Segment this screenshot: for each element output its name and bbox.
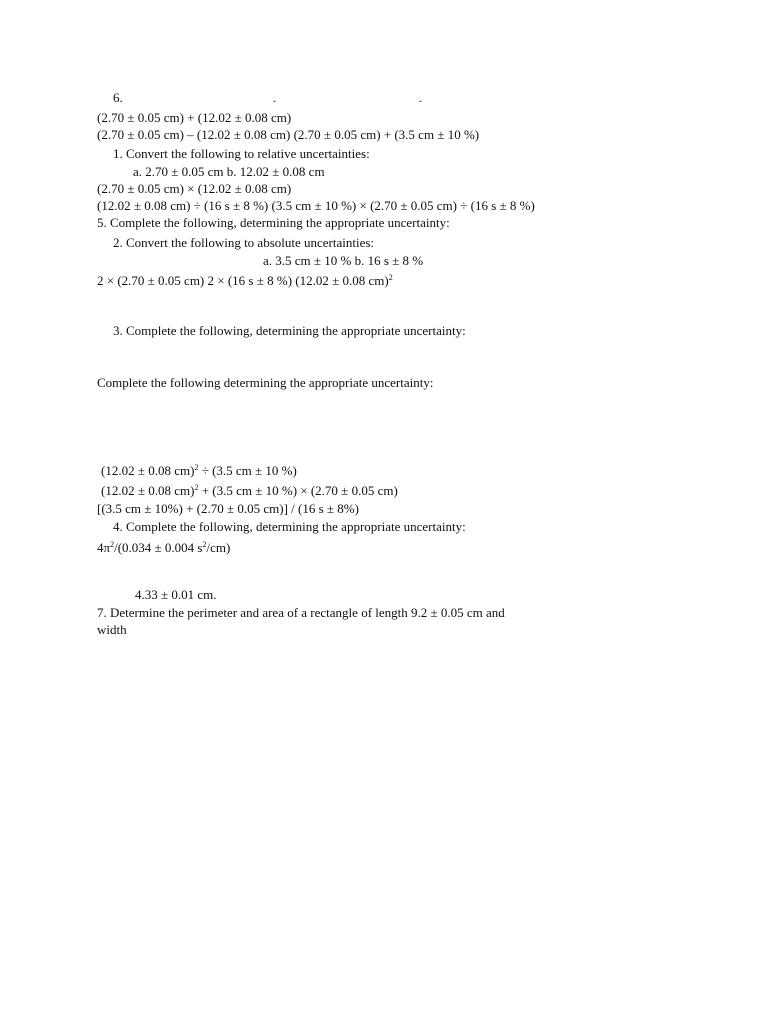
question-1-heading: 1. Convert the following to relative uncertainties:: [113, 146, 370, 161]
instruction-line: Complete the following determining the appropriate uncertainty:: [97, 375, 434, 390]
question-4-heading: 4. Complete the following, determining the appropriate uncertainty:: [113, 519, 466, 534]
exponent: 2: [194, 483, 199, 492]
expression-line: (12.02 ± 0.08 cm) ÷ (16 s ± 8 %) (3.5 cm ± 10 %) × (2.70 ± 0.05 cm) ÷ (16 s ± 8 %): [97, 198, 535, 213]
question-1-items: a. 2.70 ± 0.05 cm b. 12.02 ± 0.08 cm: [133, 164, 325, 179]
stray-mark: ˇ: [273, 99, 276, 109]
expression-text: 2 × (2.70 ± 0.05 cm) 2 × (16 s ± 8 %) (12.02 ± 0.08 cm): [97, 273, 389, 288]
question-7-text: width: [97, 622, 127, 637]
expression-line: [(3.5 cm ± 10%) + (2.70 ± 0.05 cm)] / (16 s ± 8%): [97, 501, 359, 516]
expression-text: + (3.5 cm ± 10 %) × (2.70 ± 0.05 cm): [198, 483, 398, 498]
expression-line: [101, 463, 297, 478]
exponent: 2: [194, 463, 199, 472]
exponent: 2: [388, 273, 393, 282]
expression-text: (12.02 ± 0.08 cm): [101, 463, 195, 478]
expression-line: [101, 483, 398, 498]
exponent: 2: [202, 540, 207, 549]
expression-line: [97, 540, 230, 555]
expression-line: (2.70 ± 0.05 cm) × (12.02 ± 0.08 cm): [97, 181, 292, 196]
expression-text: /cm): [206, 540, 231, 555]
expression-text: 4π: [97, 540, 111, 555]
expression-line: [97, 273, 393, 288]
question-6-number: 6.: [113, 90, 123, 105]
question-7-text: 7. Determine the perimeter and area of a rectangle of length 9.2 ± 0.05 cm and: [97, 605, 505, 620]
question-3-heading: 3. Complete the following, determining the appropriate uncertainty:: [113, 323, 466, 338]
question-2-heading: 2. Convert the following to absolute uncertainties:: [113, 235, 375, 250]
question-2-items: a. 3.5 cm ± 10 % b. 16 s ± 8 %: [263, 253, 424, 268]
expression-line: (2.70 ± 0.05 cm) + (12.02 ± 0.08 cm): [97, 110, 292, 125]
exponent: 2: [110, 540, 115, 549]
width-value: 4.33 ± 0.01 cm.: [135, 587, 217, 602]
question-5-heading: 5. Complete the following, determining the appropriate uncertainty:: [97, 215, 450, 230]
expression-text: (12.02 ± 0.08 cm): [101, 483, 195, 498]
expression-line: (2.70 ± 0.05 cm) – (12.02 ± 0.08 cm) (2.70 ± 0.05 cm) + (3.5 cm ± 10 %): [97, 127, 480, 142]
expression-text: ÷ (3.5 cm ± 10 %): [198, 463, 297, 478]
expression-text: /(0.034 ± 0.004 s: [114, 540, 203, 555]
stray-mark: ˇ: [419, 99, 422, 109]
